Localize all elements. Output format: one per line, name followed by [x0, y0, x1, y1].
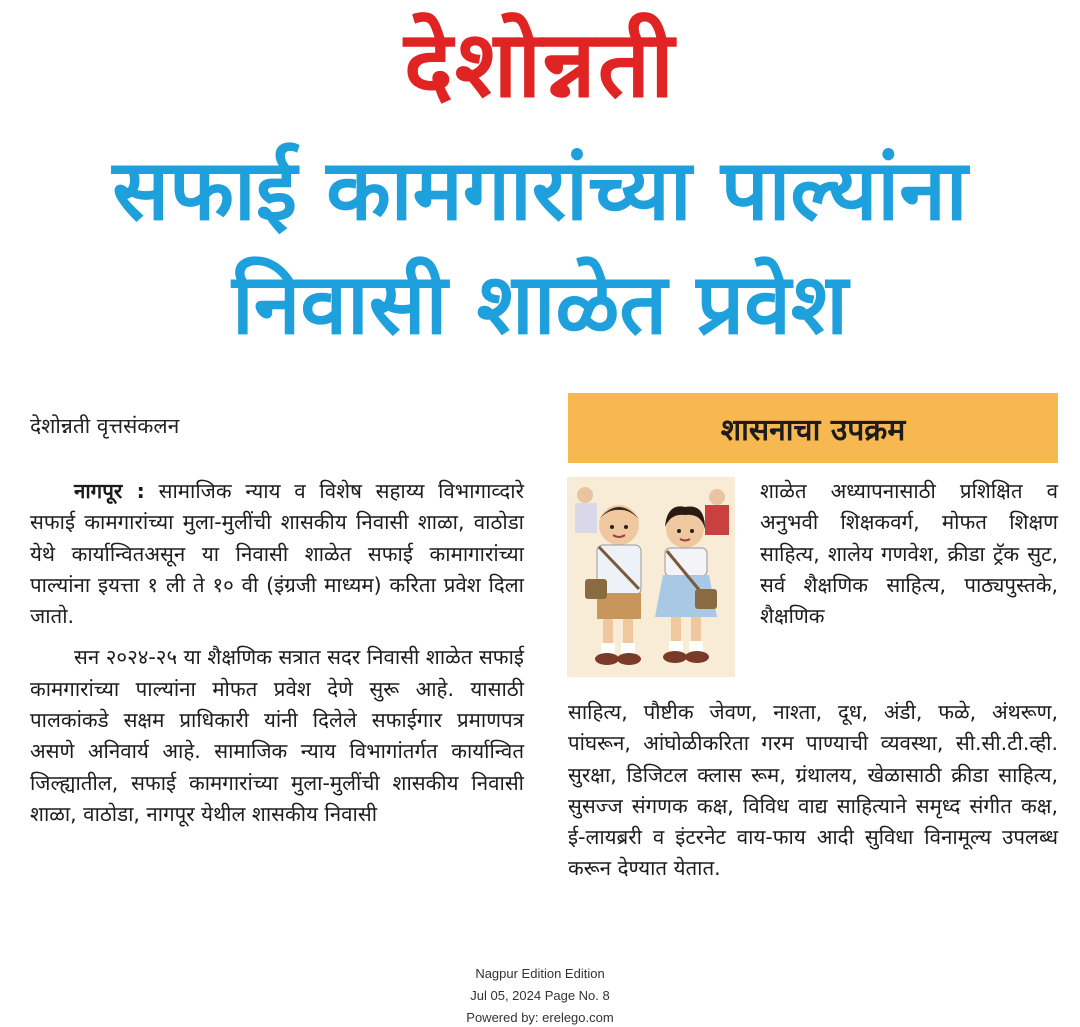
article-paragraph-1: [30, 476, 524, 632]
children-illustration-graphic: [567, 477, 735, 677]
school-children-walking-illustration: [567, 477, 735, 677]
headline-line-2: निवासी शाळेत प्रवेश: [231, 255, 849, 353]
article-paragraph-2: सन २०२४-२५ या शैक्षणिक सत्रात सदर निवासी शाळेत सफाई कामगारांच्या पाल्यांना मोफत प्रवेश देणे सुरू आहे. यासाठी पालकांकडे सक्षम प्राधिकारी यांनी दिलेले सफाईगार प्रमाणपत्र असणे अनिवार्य आहे. सामाजिक न्याय विभागांतर्गत कार्यान्वित जिल्ह्यातील, सफाई कामगारांच्या मुला-मुलींची शासकीय निवासी शाळा, वाठोडा, नागपूर येथील शासकीय निवासी: [30, 645, 524, 826]
article-left-column: [30, 476, 524, 830]
byline: देशोन्नती वृत्तसंकलन: [30, 414, 180, 438]
headline-line-1: सफाई कामगारांच्या पाल्यांना: [112, 141, 968, 239]
footer-edition: Nagpur Edition Edition: [475, 966, 605, 981]
dateline: नागपूर :: [74, 479, 145, 503]
footer-date-page: Jul 05, 2024 Page No. 8: [470, 988, 610, 1003]
newspaper-masthead: [312, 6, 768, 124]
sidebar-title-box: [568, 393, 1058, 463]
article-right-column-bottom: साहित्य, पौष्टीक जेवण, नाश्ता, दूध, अंडी, फळे, अंथरूण, पांघरून, आंघोळीकरिता गरम पाण्याची व्यवस्था, सी.सी.टी.व्ही. सुरक्षा, डिजिटल क्लास रूम, ग्रंथालय, खेळासाठी क्रीडा साहित्य, सुसज्ज संगणक कक्ष, विविध वाद्य साहित्याने समृध्द संगीत कक्ष, ई-लायब्ररी व इंटरनेट वाय-फाय आदी सुविधा विनामूल्य उपलब्ध करून देण्यात येतात.: [568, 700, 1058, 881]
sidebar-title: शासनाचा उपक्रम: [720, 412, 906, 448]
paragraph-1-text: सामाजिक न्याय व विशेष सहाय्य विभागाव्दारे सफाई कामगारांच्या मुला-मुलींची शासकीय निवासी शाळा, वाठोडा येथे कार्यान्वितअसून या निवासी शाळेत सफाई कामागारांच्या पाल्यांना इयत्ता १ ली ते १० वी (इंग्रजी माध्यम) करिता प्रवेश दिला जातो.: [30, 479, 524, 629]
article-right-column-top: शाळेत अध्यापनासाठी प्रशिक्षित व अनुभवी शिक्षकवर्ग, मोफत शिक्षण साहित्य, शालेय गणवेश, क्रीडा ट्रॅक सुट, सर्व शैक्षणिक साहित्य, पाठ्यपुस्तके, शैक्षणिक: [760, 479, 1058, 629]
footer-powered-by: Powered by: erelego.com: [466, 1010, 614, 1025]
masthead-title: देशोन्नती: [404, 11, 676, 118]
